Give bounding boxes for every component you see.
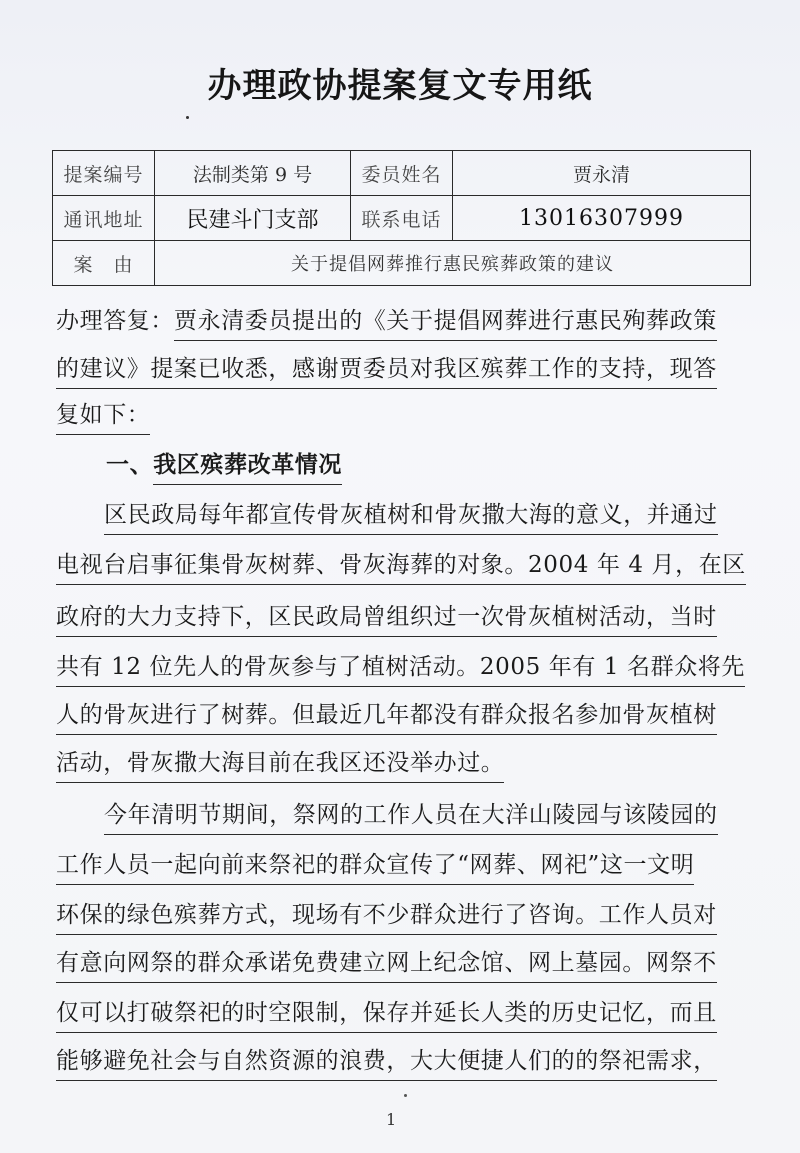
reply-line-3 <box>56 400 150 435</box>
table-row <box>53 151 751 196</box>
section-number: 一、 <box>106 452 154 478</box>
section-title: 我区殡葬改革情况 <box>153 450 342 485</box>
paragraph-text: 电视台启事征集骨灰树葬、骨灰海葬的对象。2004 年 4 月，在区 <box>56 550 746 585</box>
reply-text: 复如下： <box>56 400 150 435</box>
paragraph-1-line <box>104 500 718 535</box>
paragraph-1-line <box>56 602 717 637</box>
paragraph-1-line <box>56 652 745 687</box>
paragraph-2-line <box>56 900 717 935</box>
scan-speck <box>404 1094 407 1097</box>
proposal-number-value: 法制类第 9 号 <box>155 151 351 196</box>
paragraph-text: 活动，骨灰撒大海目前在我区还没举办过。 <box>56 748 504 783</box>
subject-value: 关于提倡网葬推行惠民殡葬政策的建议 <box>155 241 751 286</box>
paragraph-2-line <box>56 850 694 885</box>
reply-text: 的建议》提案已收悉，感谢贾委员对我区殡葬工作的支持，现答 <box>56 354 717 389</box>
paragraph-text: 环保的绿色殡葬方式，现场有不少群众进行了咨询。工作人员对 <box>56 900 717 935</box>
proposal-number-label: 提案编号 <box>53 151 155 196</box>
paragraph-2-line <box>56 948 717 983</box>
paragraph-text: 区民政局每年都宣传骨灰植树和骨灰撒大海的意义，并通过 <box>104 500 718 535</box>
paragraph-text: 能够避免社会与自然资源的浪费，大大便捷人们的的祭祀需求， <box>56 1046 717 1081</box>
member-name-label: 委员姓名 <box>351 151 453 196</box>
reply-text: 贾永清委员提出的《关于提倡网葬进行惠民殉葬政策 <box>174 306 717 341</box>
paragraph-1-line <box>56 700 717 735</box>
address-value: 民建斗门支部 <box>155 196 351 241</box>
section-heading <box>106 450 342 485</box>
scan-speck <box>186 116 189 119</box>
table-row <box>53 196 751 241</box>
paragraph-2-line <box>104 800 718 835</box>
paragraph-2-line <box>56 998 717 1033</box>
paragraph-text: 有意向网祭的群众承诺免费建立网上纪念馆、网上墓园。网祭不 <box>56 948 717 983</box>
reply-line-1 <box>56 306 717 341</box>
phone-value: 13016307999 <box>453 196 751 241</box>
phone-label: 联系电话 <box>351 196 453 241</box>
reply-label: 办理答复： <box>56 308 174 334</box>
reply-line-2 <box>56 354 717 389</box>
page-number: 1 <box>386 1110 397 1129</box>
paragraph-2-line <box>56 1046 717 1081</box>
table-row <box>53 241 751 286</box>
paragraph-text: 人的骨灰进行了树葬。但最近几年都没有群众报名参加骨灰植树 <box>56 700 717 735</box>
paragraph-text: 工作人员一起向前来祭祀的群众宣传了“网葬、网祀”这一文明 <box>56 850 694 885</box>
address-label: 通讯地址 <box>53 196 155 241</box>
paragraph-1-line <box>56 550 746 585</box>
paragraph-text: 政府的大力支持下，区民政局曾组织过一次骨灰植树活动，当时 <box>56 602 717 637</box>
proposal-info-table <box>52 150 751 286</box>
paragraph-text: 仅可以打破祭祀的时空限制，保存并延长人类的历史记忆，而且 <box>56 998 717 1033</box>
paragraph-text: 今年清明节期间，祭网的工作人员在大洋山陵园与该陵园的 <box>104 800 718 835</box>
member-name-value: 贾永清 <box>453 151 751 196</box>
paragraph-1-line <box>56 748 504 783</box>
paragraph-text: 共有 12 位先人的骨灰参与了植树活动。2005 年有 1 名群众将先 <box>56 652 745 687</box>
page-title: 办理政协提案复文专用纸 <box>207 66 593 106</box>
subject-label: 案 由 <box>53 241 155 286</box>
